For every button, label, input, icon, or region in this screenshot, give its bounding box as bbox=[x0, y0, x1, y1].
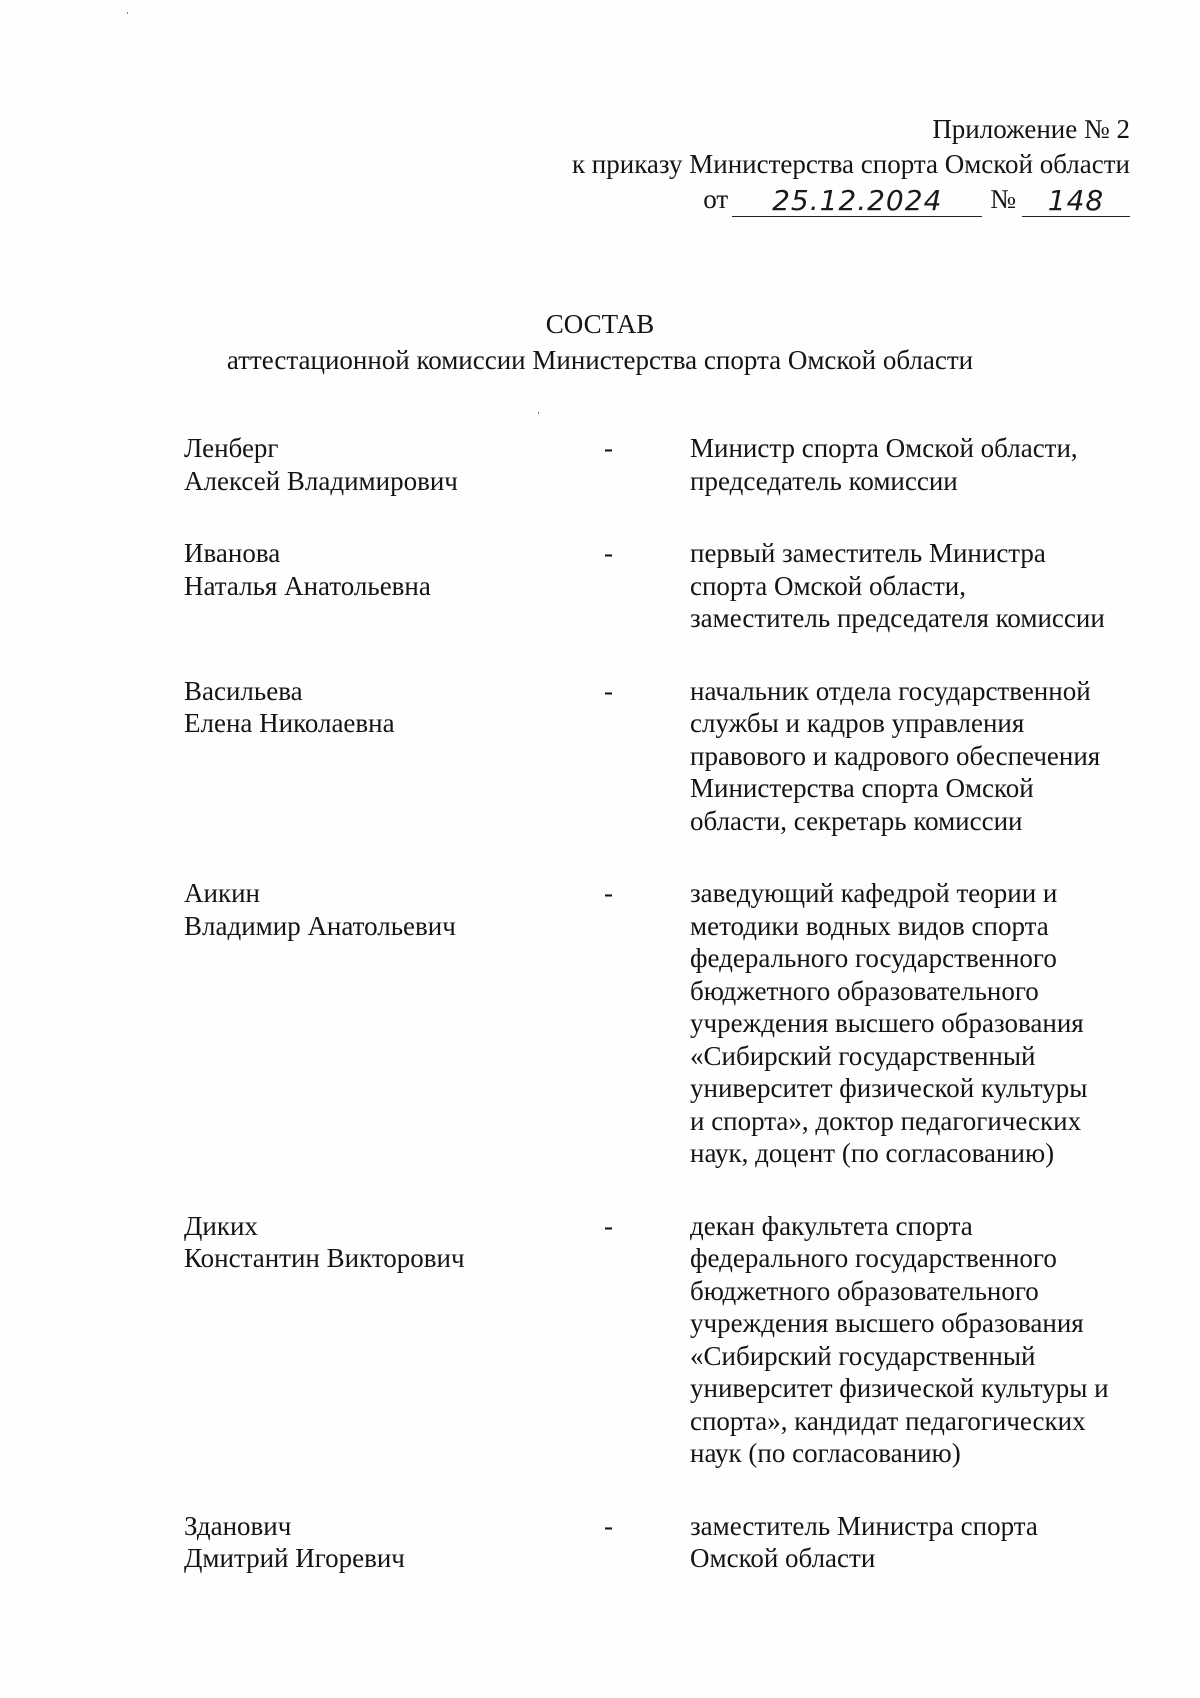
member-dash: - bbox=[604, 675, 613, 706]
member-dash: - bbox=[604, 878, 613, 908]
member-row bbox=[184, 877, 1144, 1170]
member-surname: Диких bbox=[184, 1210, 258, 1241]
member-dash: - bbox=[604, 538, 613, 568]
member-row bbox=[184, 1210, 1144, 1470]
member-surname: Аикин bbox=[184, 878, 260, 908]
number-label: № bbox=[990, 184, 1016, 214]
handwritten-date: 25.12.2024 bbox=[732, 186, 982, 217]
member-surname: Иванова bbox=[184, 538, 281, 568]
date-prefix: от bbox=[703, 184, 729, 214]
member-name bbox=[184, 675, 604, 838]
member-name bbox=[184, 1510, 604, 1575]
heading-subtitle: аттестационной комиссии Министерства спорта Омской области bbox=[226, 345, 974, 375]
member-name bbox=[184, 537, 604, 635]
member-row bbox=[184, 537, 1144, 635]
scan-speck bbox=[127, 12, 128, 14]
member-given-name: Владимир Анатольевич bbox=[184, 910, 456, 941]
member-role: начальник отдела государственной службы и кадров управления правового и кадрового обеспечения Министерства спорта Омской области, секретарь комиссии bbox=[690, 675, 1101, 836]
document-heading bbox=[0, 306, 1200, 378]
member-surname: Васильева bbox=[184, 675, 303, 706]
member-row bbox=[184, 675, 1144, 838]
member-name bbox=[184, 877, 604, 1170]
member-given-name: Алексей Владимирович bbox=[184, 465, 458, 496]
appendix-subtitle: к приказу Министерства спорта Омской области bbox=[571, 149, 1130, 179]
member-role: Министр спорта Омской области, председатель комиссии bbox=[690, 433, 1078, 496]
member-surname: Ленберг bbox=[184, 433, 279, 463]
member-given-name: Дмитрий Игоревич bbox=[184, 1543, 405, 1573]
member-given-name: Елена Николаевна bbox=[184, 708, 395, 738]
heading-title: СОСТАВ bbox=[545, 309, 655, 339]
member-name bbox=[184, 1210, 604, 1470]
appendix-title: Приложение № 2 bbox=[932, 114, 1130, 144]
member-row bbox=[184, 432, 1144, 497]
member-role: заведующий кафедрой теории и методики водных видов спорта федерального государственного бюджетного образовательного учреждения высшего образования «Сибирский государственный университет физической культуры и спорта», доктор педагогических наук, доцент (по согласованию) bbox=[690, 878, 1088, 1168]
order-date-number-line bbox=[703, 182, 1130, 217]
member-given-name: Наталья Анатольевна bbox=[184, 570, 431, 601]
member-dash: - bbox=[604, 433, 613, 463]
handwritten-number: 148 bbox=[1022, 186, 1130, 217]
member-role: заместитель Министра спорта Омской области bbox=[690, 1510, 1038, 1573]
member-name bbox=[184, 432, 604, 497]
member-role: первый заместитель Министра спорта Омской области, заместитель председателя комиссии bbox=[690, 538, 1105, 633]
appendix-header bbox=[572, 112, 1130, 217]
member-dash: - bbox=[604, 1210, 613, 1241]
scan-speck bbox=[538, 412, 539, 414]
member-given-name: Константин Викторович bbox=[184, 1243, 465, 1273]
member-role: декан факультета спорта федерального государственного бюджетного образовательного учреждения высшего образования «Сибирский государственный университет физической культуры и спорта», кандидат педагогических наук (по согласованию) bbox=[690, 1210, 1109, 1468]
commission-members-list bbox=[184, 432, 1144, 1615]
member-surname: Зданович bbox=[184, 1510, 292, 1541]
member-dash: - bbox=[604, 1510, 613, 1541]
member-row bbox=[184, 1510, 1144, 1575]
